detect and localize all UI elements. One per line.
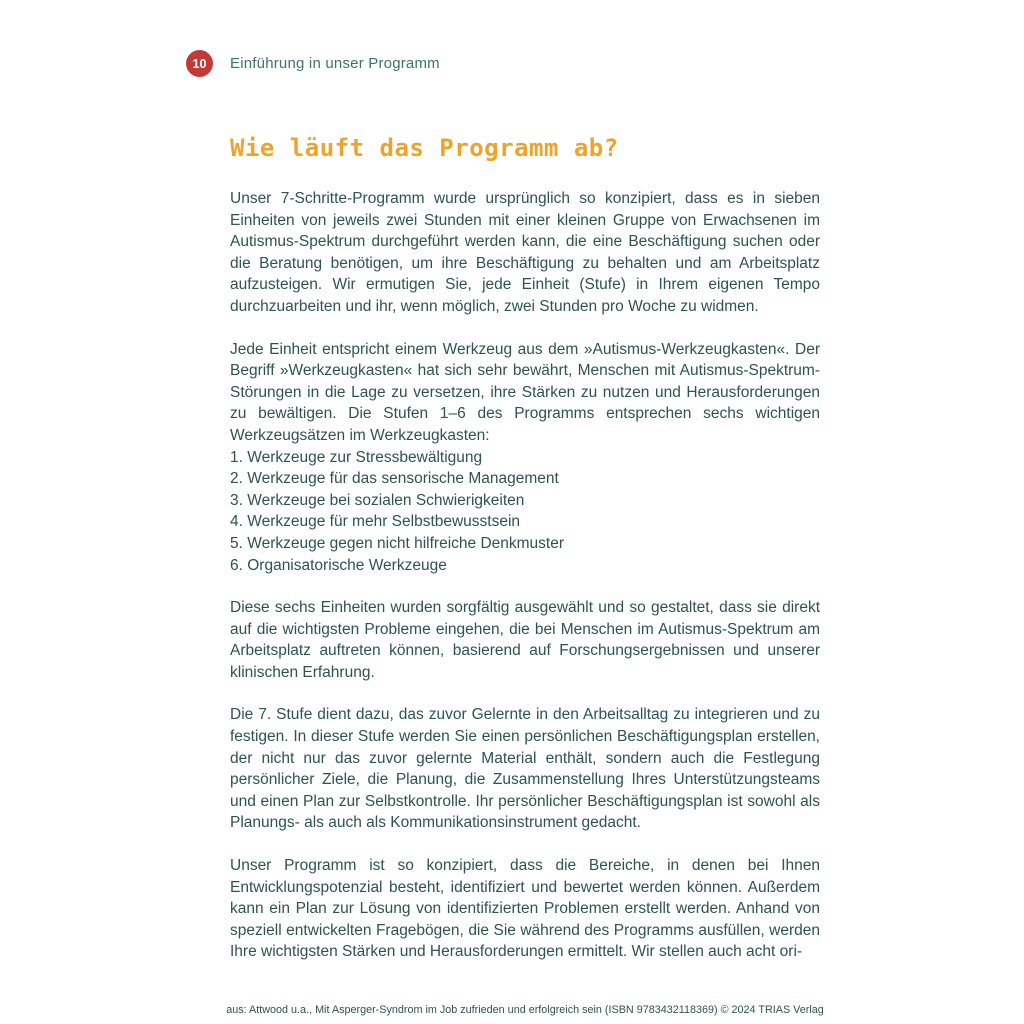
page-content bbox=[230, 134, 820, 984]
page-header bbox=[186, 50, 440, 77]
chapter-title: Einführung in unser Programm bbox=[230, 55, 440, 72]
paragraph-stage7: Die 7. Stufe dient dazu, das zuvor Gelernte in den Arbeitsalltag zu integrieren und zu festigen. In dieser Stufe werden Sie einen persönlichen Beschäftigungsplan erstellen, der nicht nur das zuvor gelernte Material enthält, sondern auch die Festlegung persönlicher Ziele, die Planung, die Zusammenstellung Ihres Unterstützungsteams und einen Plan zur Selbstkontrolle. Ihr persönlicher Beschäftigungsplan ist sowohl als Planungs- als auch als Kommunikationsinstrument gedacht. bbox=[230, 706, 820, 832]
footer-credit: aus: Attwood u.a., Mit Asperger-Syndrom im Job zufrieden und erfolgreich sein (ISBN 9783432118369) © 2024 TRIAS Verlag bbox=[226, 1004, 824, 1016]
paragraph-units: Diese sechs Einheiten wurden sorgfältig ausgewählt und so gestaltet, dass sie direkt auf die wichtigsten Probleme eingehen, die bei Menschen im Autismus-Spektrum am Arbeitsplatz auftreten können, basierend auf Forschungsergebnissen und unserer klinischen Erfahrung. bbox=[230, 599, 820, 681]
list-item: 3. Werkzeuge bei sozialen Schwierigkeiten bbox=[230, 491, 525, 509]
list-item: 6. Organisatorische Werkzeuge bbox=[230, 556, 447, 574]
paragraph-program-design: Unser Programm ist so konzipiert, dass die Bereiche, in denen bei Ihnen Entwicklungspotenzial besteht, identifiziert und bewertet werden können. Außerdem kann ein Plan zur Lösung von identifizierten Problemen erstellt werden. Anhand von speziell entwickelten Fragebögen, die Sie während des Programms ausfüllen, werden Ihre wichtigsten Stärken und Herausforderungen ermittelt. Wir stellen auch acht ori- bbox=[230, 857, 820, 961]
list-item: 4. Werkzeuge für mehr Selbstbewusstsein bbox=[230, 513, 521, 531]
page-number-badge: 10 bbox=[186, 50, 213, 77]
list-item: 5. Werkzeuge gegen nicht hilfreiche Denkmuster bbox=[230, 534, 564, 552]
paragraph-toolbox: Jede Einheit entspricht einem Werkzeug aus dem »Autismus-Werkzeugkasten«. Der Begriff »Werkzeugkasten« hat sich sehr bewährt, Menschen mit Autismus-Spektrum-Störungen in die Lage zu versetzen, ihre Stärken zu nutzen und Herausforderungen zu bewältigen. Die Stufen 1–6 des Programms entsprechen sechs wichtigen Werkzeugsätzen im Werkzeugkasten: bbox=[230, 340, 820, 444]
body-text bbox=[230, 188, 820, 963]
paragraph-intro: Unser 7-Schritte-Programm wurde ursprünglich so konzipiert, dass es in sieben Einheiten von jeweils zwei Stunden mit einer kleinen Gruppe von Erwachsenen im Autismus-Spektrum durchgeführt werden kann, die eine Beschäftigung suchen oder die Beratung benötigen, um ihre Beschäftigung zu behalten und am Arbeitsplatz aufzusteigen. Wir ermutigen Sie, jede Einheit (Stufe) in Ihrem eigenen Tempo durchzuarbeiten und ihr, wenn möglich, zwei Stunden pro Woche zu widmen. bbox=[230, 190, 820, 315]
list-item: 1. Werkzeuge zur Stressbewältigung bbox=[230, 448, 483, 466]
list-item: 2. Werkzeuge für das sensorische Management bbox=[230, 470, 559, 488]
section-title: Wie läuft das Programm ab? bbox=[230, 134, 619, 162]
tool-list bbox=[230, 447, 820, 577]
